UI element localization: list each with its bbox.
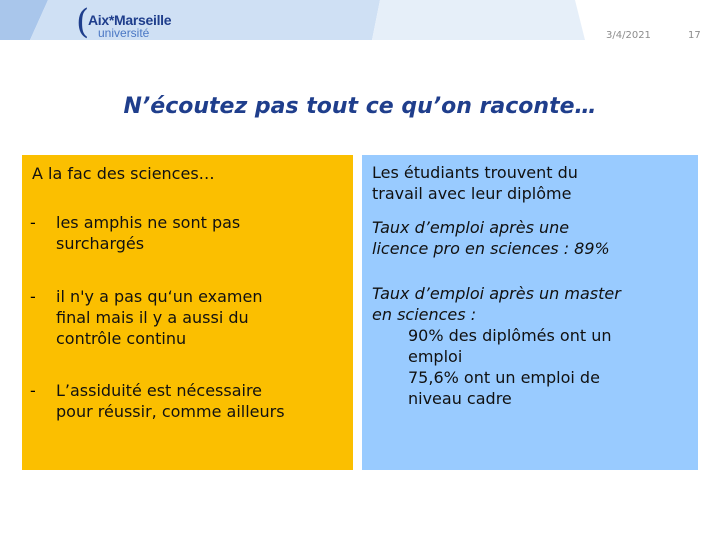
slide-date: 3/4/2021 bbox=[606, 30, 651, 41]
left-heading: A la fac des sciences… bbox=[32, 164, 215, 183]
right-stat-detail-line: niveau cadre bbox=[408, 389, 512, 408]
right-stat-detail-line: 75,6% ont un emploi de bbox=[408, 368, 600, 387]
right-stat-master-line: Taux d’emploi après un master bbox=[372, 284, 621, 303]
bullet-marker: - bbox=[30, 213, 36, 232]
left-item-2-line: contrôle continu bbox=[56, 329, 187, 348]
logo-line1: Aix*Marseille bbox=[88, 12, 172, 28]
university-logo bbox=[76, 2, 176, 43]
slide-number: 17 bbox=[688, 30, 701, 41]
right-heading bbox=[372, 162, 692, 204]
right-stat-detail-line: emploi bbox=[408, 347, 463, 366]
left-item-1 bbox=[56, 212, 350, 254]
left-item-2-line: il n'y a pas qu‘un examen bbox=[56, 287, 263, 306]
left-item-3-line: pour réussir, comme ailleurs bbox=[56, 402, 285, 421]
bullet-marker: - bbox=[30, 381, 36, 400]
logo-bracket: ( bbox=[76, 2, 90, 42]
bullet-marker: - bbox=[30, 287, 36, 306]
right-stat-master-line: en sciences : bbox=[372, 305, 477, 324]
left-item-1-line: surchargés bbox=[56, 234, 145, 253]
right-stat-detail-line: 90% des diplômés ont un bbox=[408, 326, 612, 345]
left-item-3-line: L’assiduité est nécessaire bbox=[56, 381, 263, 400]
slide-title: N’écoutez pas tout ce qu’on raconte… bbox=[123, 94, 597, 119]
left-item-2 bbox=[56, 286, 350, 349]
logo-line2: université bbox=[98, 26, 150, 40]
right-stat-master-detail bbox=[408, 325, 694, 409]
right-stat-licence-line: licence pro en sciences : 89% bbox=[372, 239, 610, 258]
left-item-2-line: final mais il y a aussi du bbox=[56, 308, 249, 327]
right-heading-line: Les étudiants trouvent du bbox=[372, 163, 578, 182]
right-stat-master-intro bbox=[372, 283, 692, 325]
right-stat-licence bbox=[372, 217, 692, 259]
right-stat-licence-line: Taux d’emploi après une bbox=[372, 218, 570, 237]
left-item-3 bbox=[56, 380, 350, 422]
right-heading-line: travail avec leur diplôme bbox=[372, 184, 572, 203]
left-item-1-line: les amphis ne sont pas bbox=[56, 213, 241, 232]
